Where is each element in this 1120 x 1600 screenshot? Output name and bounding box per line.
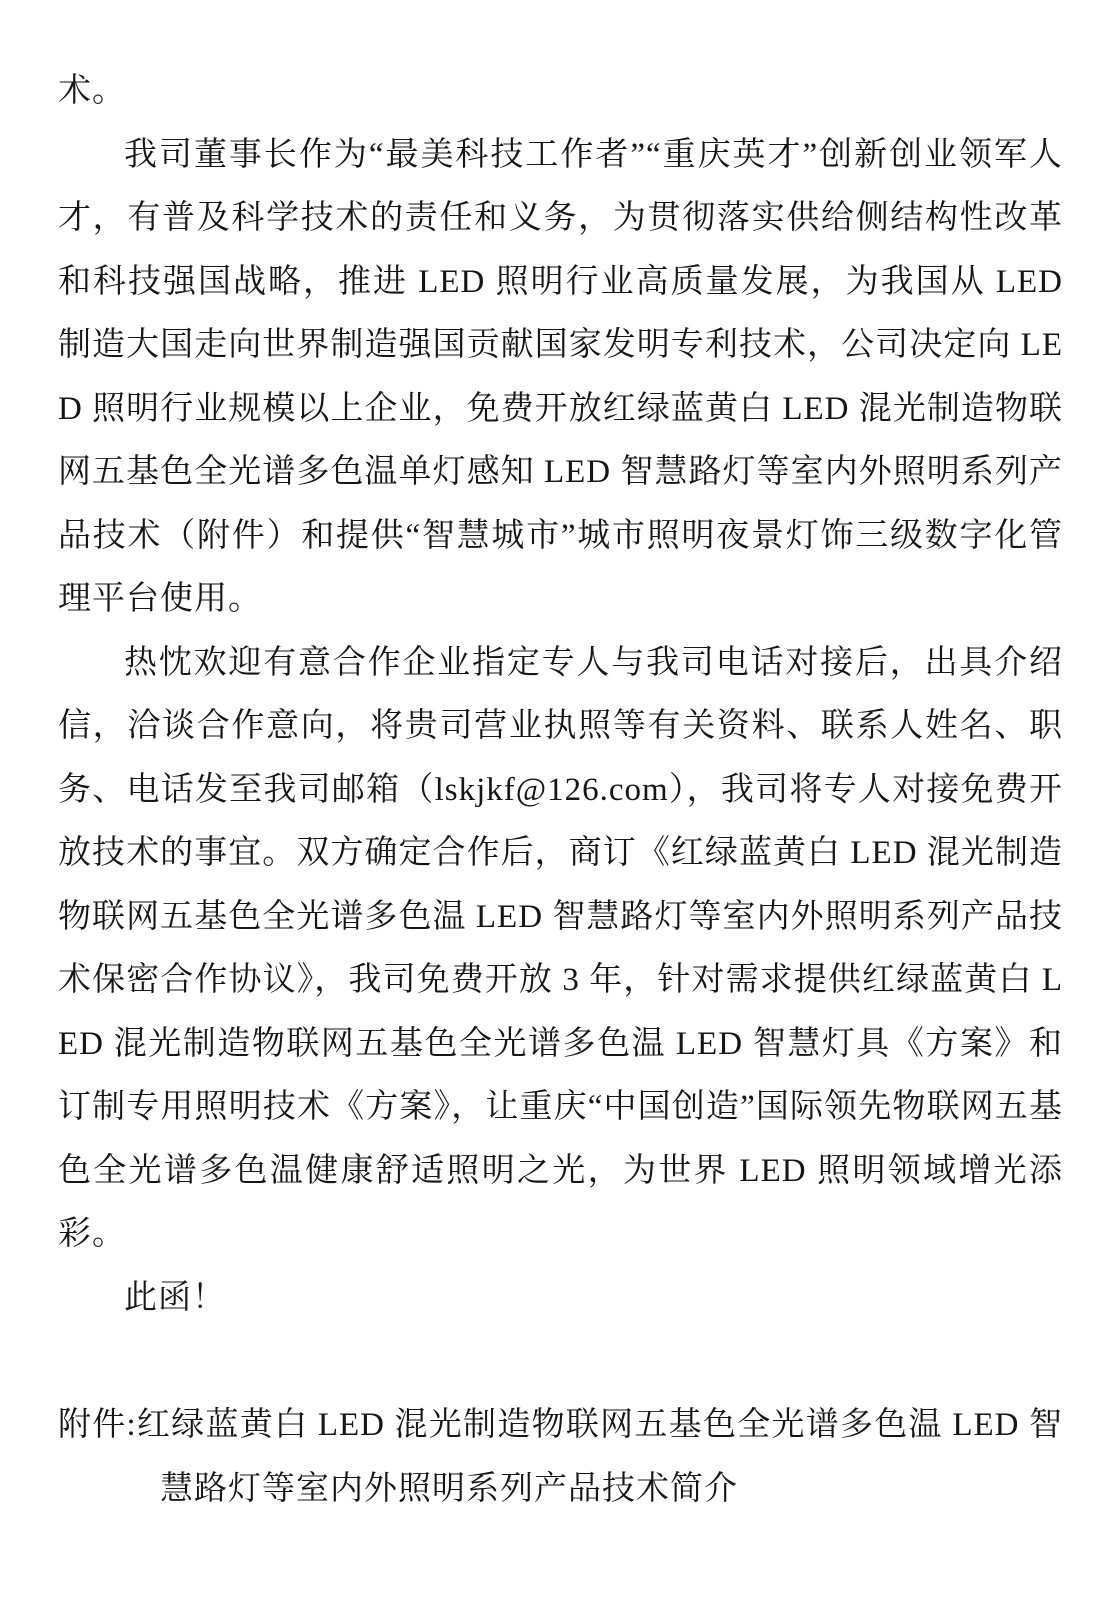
attachment-note <box>58 1394 1063 1521</box>
paragraph-closing: 此函！ <box>124 1279 226 1316</box>
paragraph-continuation: 术。 <box>58 73 126 109</box>
document-text-block <box>58 60 1063 1521</box>
attachment-title: 红绿蓝黄白 LED 混光制造物联网五基色全光谱多色温 LED 智慧路灯等室内外照明系列产品技术简介 <box>136 1407 1064 1507</box>
attachment-label: 附件: <box>58 1407 137 1443</box>
paragraph-cooperation-process: 热忱欢迎有意合作企业指定专人与我司电话对接后，出具介绍信，洽谈合作意向，将贵司营业执照等有关资料、联系人姓名、职务、电话发至我司邮箱（lskjkf@126.com），我司将专人对接免费开放技术的事宜。双方确定合作后，商订《红绿蓝黄白 LED 混光制造物联网五基色全光谱多色温 LED 智慧路灯等室内外照明系列产品技术保密合作协议》，我司免费开放 3 年，针对需求提供红绿蓝黄白 LED 混光制造物联网五基色全光谱多色温 LED 智慧灯具《方案》和订制专用照明技术《方案》，让重庆“中国创造”国际领先物联网五基色全光谱多色温健康舒适照明之光，为世界 LED 照明领域增光添彩。 <box>58 644 1063 1252</box>
paragraph-chairman-open-tech: 我司董事长作为“最美科技工作者”“重庆英才”创新创业领军人才，有普及科学技术的责任和义务，为贯彻落实供给侧结构性改革和科技强国战略，推进 LED 照明行业高质量发展，为我国从 LED 制造大国走向世界制造强国贡献国家发明专利技术，公司决定向 LED 照明行业规模以上企业，免费开放红绿蓝黄白 LED 混光制造物联网五基色全光谱多色温单灯感知 LED 智慧路灯等室内外照明系列产品技术（附件）和提供“智慧城市”城市照明夜景灯饰三级数字化管理平台使用。 <box>58 136 1063 617</box>
